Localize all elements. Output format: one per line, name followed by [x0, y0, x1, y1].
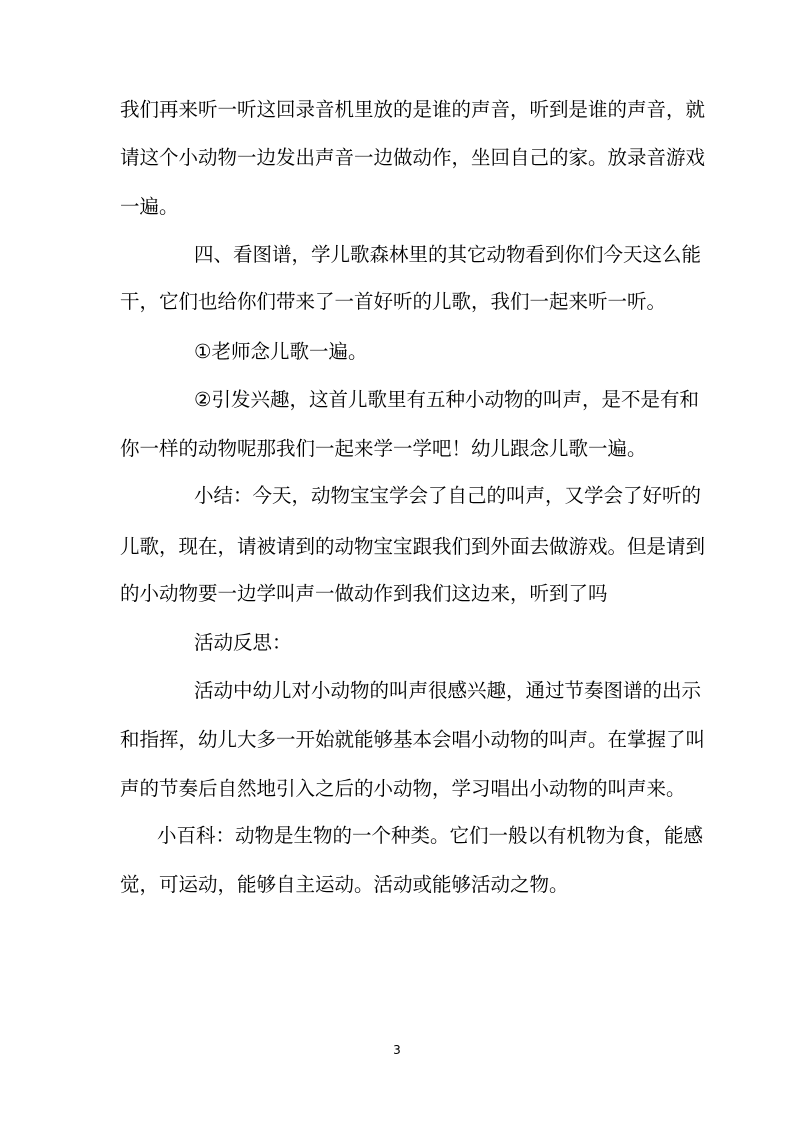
paragraph-line: ②引发兴趣，这首儿歌里有五种小动物的叫声，是不是有和 — [194, 388, 699, 411]
paragraph-line: 声的节奏后自然地引入之后的小动物，学习唱出小动物的叫声来。 — [120, 777, 686, 800]
paragraph-line: 四、看图谱，学儿歌森林里的其它动物看到你们今天这么能 — [194, 243, 702, 266]
paragraph-line: 小结：今天，动物宝宝学会了自己的叫声，又学会了好听的 — [194, 484, 702, 507]
page-number: 3 — [393, 1043, 401, 1057]
paragraph-line: ①老师念儿歌一遍。 — [194, 340, 368, 363]
paragraph-line: 活动中幼儿对小动物的叫声很感兴趣，通过节奏图谱的出示 — [194, 679, 702, 702]
paragraph-line: 小百科：动物是生物的一个种类。它们一般以有机物为食，能感 — [157, 824, 704, 847]
paragraph-line: 请这个小动物一边发出声音一边做动作，坐回自己的家。放录音游戏 — [120, 146, 706, 169]
paragraph-line: 干，它们也给你们带来了一首好听的儿歌，我们一起来听一听。 — [120, 290, 667, 313]
paragraph-line: 和指挥，幼儿大多一开始就能够基本会唱小动物的叫声。在掌握了叫 — [120, 728, 706, 751]
paragraph-line: 你一样的动物呢那我们一起来学一学吧！幼儿跟念儿歌一遍。 — [120, 437, 647, 460]
paragraph-line: 一遍。 — [120, 195, 179, 218]
section-heading: 活动反思： — [194, 631, 292, 654]
paragraph-line: 的小动物要一边学叫声一做动作到我们这边来，听到了吗 — [120, 582, 608, 605]
paragraph-line: 觉，可运动，能够自主运动。活动或能够活动之物。 — [120, 873, 569, 896]
paragraph-line: 儿歌，现在，请被请到的动物宝宝跟我们到外面去做游戏。但是请到 — [120, 535, 706, 558]
paragraph-line: 我们再来听一听这回录音机里放的是谁的声音，听到是谁的声音，就 — [120, 98, 706, 121]
